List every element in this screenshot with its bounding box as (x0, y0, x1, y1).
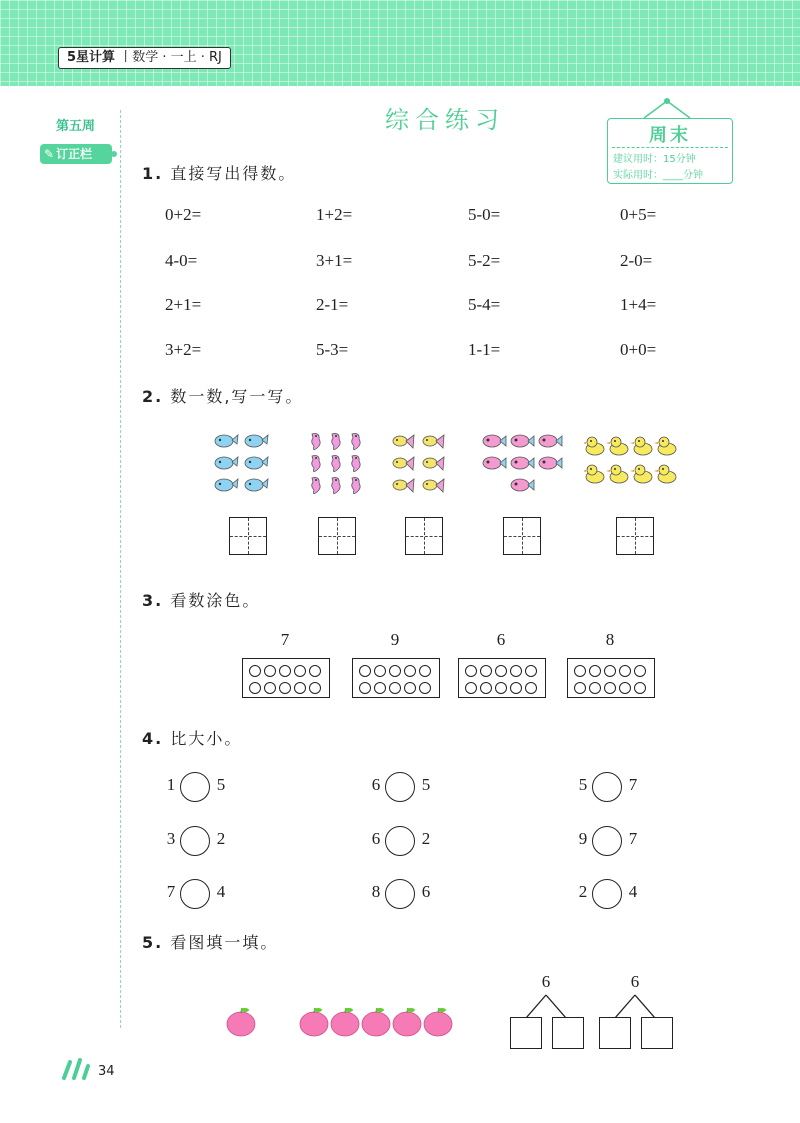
series-tag (58, 47, 231, 69)
color-circle[interactable] (374, 665, 386, 677)
duck-icon (630, 465, 652, 483)
compare-left-number: 5 (578, 775, 588, 794)
whale-icon (245, 435, 268, 447)
compare-left-number: 8 (371, 882, 381, 901)
color-circle[interactable] (249, 665, 261, 677)
question-number: 1. (142, 164, 164, 183)
seahorse-icon (332, 456, 340, 472)
fish-icon (511, 479, 534, 491)
compare-right-number: 7 (628, 829, 638, 848)
compare-answer-circle[interactable] (180, 826, 210, 856)
goldfish-icon (423, 435, 444, 448)
apple-icon (299, 1005, 329, 1037)
split-total: 6 (541, 972, 551, 991)
animal-group (306, 432, 406, 502)
equation: 3+1= (316, 251, 353, 270)
equation: 3+2= (165, 340, 202, 359)
equation: 0+2= (165, 205, 202, 224)
question-4-title (142, 726, 242, 749)
apple-icon (392, 1005, 422, 1037)
fish-icon (483, 457, 506, 469)
color-circle[interactable] (465, 665, 477, 677)
compare-left-number: 3 (166, 829, 176, 848)
circle-box (242, 658, 330, 698)
question-number: 5. (142, 933, 164, 952)
color-circle[interactable] (525, 682, 537, 694)
compare-answer-circle[interactable] (592, 826, 622, 856)
color-circle[interactable] (309, 665, 321, 677)
question-text: 直接写出得数。 (170, 164, 297, 183)
split-answer-box[interactable] (510, 1017, 542, 1049)
color-circle[interactable] (589, 665, 601, 677)
seahorse-icon (332, 434, 340, 450)
color-circle[interactable] (419, 682, 431, 694)
question-text: 看图填一填。 (170, 933, 279, 952)
equation: 5-3= (316, 340, 349, 359)
whale-icon (215, 457, 238, 469)
color-circle[interactable] (359, 665, 371, 677)
fish-icon (511, 435, 534, 447)
duck-icon (584, 465, 604, 483)
duck-icon (654, 465, 676, 483)
equation: 2-0= (620, 251, 653, 270)
compare-left-number: 7 (166, 882, 176, 901)
circle-box (567, 658, 655, 698)
page-title: 综合练习 (385, 106, 505, 134)
color-circle[interactable] (589, 682, 601, 694)
animal-group (214, 432, 314, 502)
series-subject: 丨数学 · 一上 · RJ (119, 50, 222, 65)
color-circle[interactable] (249, 682, 261, 694)
split-lines (510, 994, 582, 1018)
question-number: 4. (142, 729, 164, 748)
correction-label: 订正栏 (56, 147, 93, 161)
apple-icon (330, 1005, 360, 1037)
apple-icon (423, 1005, 453, 1037)
target-number: 7 (280, 630, 290, 649)
duck-icon (606, 437, 628, 455)
compare-left-number: 1 (166, 775, 176, 794)
duck-icon (654, 437, 676, 455)
duck-icon (630, 437, 652, 455)
correction-column-tag (40, 144, 112, 164)
color-circle[interactable] (525, 665, 537, 677)
compare-right-number: 4 (628, 882, 638, 901)
seahorse-icon (352, 478, 360, 494)
split-total: 6 (630, 972, 640, 991)
question-text: 比大小。 (170, 729, 243, 748)
color-circle[interactable] (510, 665, 522, 677)
color-circle[interactable] (604, 682, 616, 694)
equation: 4-0= (165, 251, 198, 270)
goldfish-icon (423, 479, 444, 492)
duck-icon (606, 465, 628, 483)
equation: 2+1= (165, 295, 202, 314)
seahorse-icon (312, 478, 320, 494)
number-writing-box[interactable] (318, 517, 356, 555)
color-circle[interactable] (510, 682, 522, 694)
color-circle[interactable] (279, 665, 291, 677)
compare-right-number: 2 (421, 829, 431, 848)
pencil-icon: ✎ (44, 147, 55, 161)
question-1-title (142, 161, 296, 184)
book-logo-icon (62, 1058, 96, 1080)
suggested-time: 建议用时：15分钟 (613, 154, 696, 165)
color-circle[interactable] (619, 665, 631, 677)
number-writing-box[interactable] (503, 517, 541, 555)
compare-left-number: 6 (371, 775, 381, 794)
compare-right-number: 7 (628, 775, 638, 794)
compare-answer-circle[interactable] (592, 879, 622, 909)
equation: 5-0= (468, 205, 501, 224)
equation: 1+4= (620, 295, 657, 314)
color-circle[interactable] (309, 682, 321, 694)
number-writing-box[interactable] (405, 517, 443, 555)
color-circle[interactable] (495, 682, 507, 694)
fish-icon (483, 435, 506, 447)
whale-icon (245, 479, 268, 491)
color-circle[interactable] (404, 682, 416, 694)
compare-right-number: 5 (216, 775, 226, 794)
seahorse-icon (352, 456, 360, 472)
color-circle[interactable] (480, 682, 492, 694)
badge-hanger (640, 98, 700, 120)
fish-icon (511, 457, 534, 469)
header-band (0, 0, 800, 86)
color-circle[interactable] (574, 665, 586, 677)
color-circle[interactable] (574, 682, 586, 694)
tag-dot (111, 151, 117, 157)
goldfish-icon (423, 457, 444, 470)
compare-right-number: 4 (216, 882, 226, 901)
split-answer-box[interactable] (599, 1017, 631, 1049)
seahorse-icon (312, 456, 320, 472)
seahorse-icon (352, 434, 360, 450)
goldfish-icon (393, 435, 414, 448)
equation: 5-4= (468, 295, 501, 314)
badge-divider (612, 147, 728, 148)
apple-icon (361, 1005, 391, 1037)
compare-left-number: 6 (371, 829, 381, 848)
compare-answer-circle[interactable] (385, 826, 415, 856)
question-5-title (142, 930, 278, 953)
week-label: 第五周 (56, 119, 96, 134)
split-answer-box[interactable] (552, 1017, 584, 1049)
animal-group (584, 432, 684, 502)
number-writing-box[interactable] (229, 517, 267, 555)
compare-answer-circle[interactable] (385, 879, 415, 909)
color-circle[interactable] (294, 682, 306, 694)
color-circle[interactable] (634, 682, 646, 694)
time-badge (607, 118, 733, 184)
equation: 1-1= (468, 340, 501, 359)
color-circle[interactable] (264, 682, 276, 694)
compare-left-number: 9 (578, 829, 588, 848)
compare-right-number: 2 (216, 829, 226, 848)
split-lines (599, 994, 671, 1018)
compare-answer-circle[interactable] (385, 772, 415, 802)
goldfish-icon (393, 479, 414, 492)
target-number: 8 (605, 630, 615, 649)
color-circle[interactable] (480, 665, 492, 677)
question-text: 看数涂色。 (170, 591, 261, 610)
circle-box (458, 658, 546, 698)
fish-icon (539, 435, 562, 447)
color-circle[interactable] (495, 665, 507, 677)
compare-answer-circle[interactable] (180, 879, 210, 909)
color-circle[interactable] (404, 665, 416, 677)
color-circle[interactable] (419, 665, 431, 677)
seahorse-icon (312, 434, 320, 450)
color-circle[interactable] (359, 682, 371, 694)
question-number: 2. (142, 387, 164, 406)
target-number: 9 (390, 630, 400, 649)
animal-group (392, 432, 492, 502)
compare-left-number: 2 (578, 882, 588, 901)
color-circle[interactable] (374, 682, 386, 694)
color-circle[interactable] (634, 665, 646, 677)
question-2-title (142, 384, 303, 407)
apple-icon (226, 1005, 256, 1037)
fish-icon (539, 457, 562, 469)
equation: 5-2= (468, 251, 501, 270)
actual-time: 实际用时：____分钟 (613, 170, 703, 181)
color-circle[interactable] (604, 665, 616, 677)
equation: 0+0= (620, 340, 657, 359)
question-3-title (142, 588, 260, 611)
color-circle[interactable] (294, 665, 306, 677)
margin-divider (120, 110, 121, 1028)
circle-box (352, 658, 440, 698)
color-circle[interactable] (264, 665, 276, 677)
color-circle[interactable] (389, 665, 401, 677)
color-circle[interactable] (619, 682, 631, 694)
series-name: 5星计算 (67, 50, 116, 65)
question-text: 数一数,写一写。 (170, 387, 304, 406)
equation: 0+5= (620, 205, 657, 224)
color-circle[interactable] (389, 682, 401, 694)
color-circle[interactable] (279, 682, 291, 694)
whale-icon (245, 457, 268, 469)
target-number: 6 (496, 630, 506, 649)
split-answer-box[interactable] (641, 1017, 673, 1049)
seahorse-icon (332, 478, 340, 494)
badge-title: 周末 (649, 125, 691, 146)
question-number: 3. (142, 591, 164, 610)
duck-icon (584, 437, 604, 455)
whale-icon (215, 435, 238, 447)
color-circle[interactable] (465, 682, 477, 694)
compare-right-number: 5 (421, 775, 431, 794)
goldfish-icon (393, 457, 414, 470)
compare-answer-circle[interactable] (592, 772, 622, 802)
animal-group (482, 432, 582, 502)
compare-right-number: 6 (421, 882, 431, 901)
page-number: 34 (98, 1064, 115, 1079)
equation: 1+2= (316, 205, 353, 224)
equation: 2-1= (316, 295, 349, 314)
whale-icon (215, 479, 238, 491)
number-writing-box[interactable] (616, 517, 654, 555)
compare-answer-circle[interactable] (180, 772, 210, 802)
